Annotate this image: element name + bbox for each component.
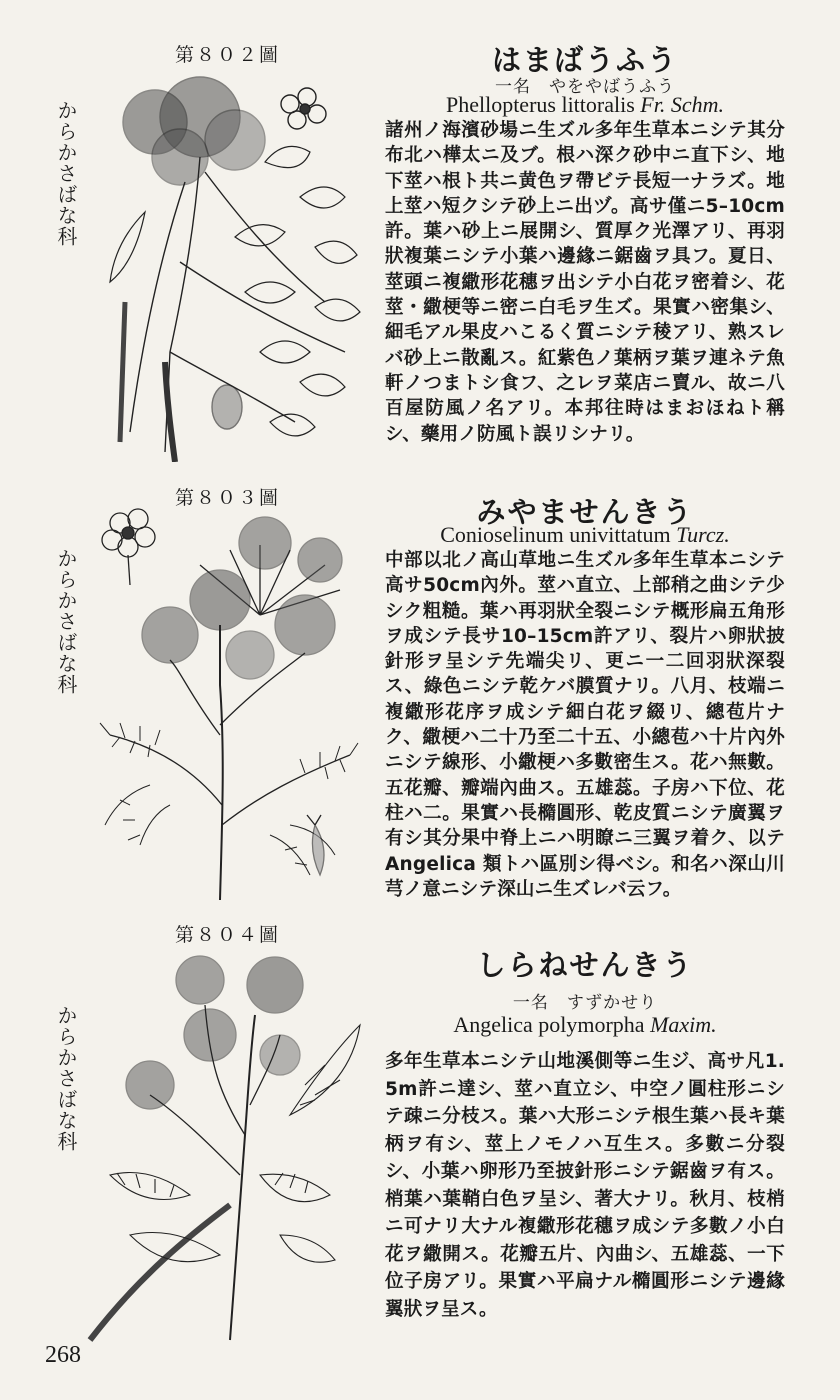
figure-number: 第８０４圖 <box>175 924 281 946</box>
sci-genus-species: Angelica polymorpha <box>453 1012 651 1037</box>
alternate-name: 一名 すずかせり <box>512 993 658 1013</box>
page-number: 268 <box>45 1342 81 1368</box>
sci-author: Turcz. <box>676 522 730 547</box>
scientific-name <box>385 1012 785 1038</box>
sci-author: Maxim. <box>650 1012 717 1037</box>
sci-author: Fr. Schm. <box>640 92 725 117</box>
scientific-name <box>385 92 785 118</box>
figure-number: 第８０３圖 <box>175 487 281 509</box>
sci-genus-species: Conioselinum univittatum <box>440 522 677 547</box>
plant-illustration-shiranesenkyu <box>80 945 370 1345</box>
plant-illustration-miyamasenkyu <box>90 505 380 900</box>
plant-title: はまばうふう <box>491 43 678 77</box>
description-text: 中部以北ノ高山草地ニ生ズル多年生草本ニシテ高サ50cm內外。莖ハ直立、上部稍之曲シテ少シク粗糙。葉ハ再羽狀全裂ニシテ概形扁五角形ヲ成シテ長サ10–15cm許アリ、裂片ハ卵狀披針形ヲ呈シテ先端尖リ、更ニ一二回羽狀深裂ス、綠色ニシテ乾ケバ膜質ナリ。八月、枝端ニ複繖形花序ヲ成シテ細白花ヲ綴リ、總苞片ナク、繖梗ハ二十乃至二十五、小總苞ハ十片內外ニシテ線形、小繖梗ハ多數密生ス。花ハ無數。五花瓣、瓣端內曲ス。五雄蕊。子房ハ下位、花柱ハ二。果實ハ長橢圓形、乾皮質ニシテ廣翼ヲ有シ其分果中脊上ニハ明瞭ニ三翼ヲ着ク、以テ Angelica 類トハ區別シ得ベシ。和名ハ深山川芎ノ意ニシテ深山ニ生ズレバ云フ。 <box>385 550 785 900</box>
description-text: 多年生草本ニシテ山地溪側等ニ生ジ、高サ凡1.5m許ニ達シ、莖ハ直立シ、中空ノ圓柱形ニシテ疎ニ分枝ス。葉ハ大形ニシテ根生葉ハ長キ葉柄ヲ有シ、莖上ノモノハ互生ス。多數ニ分裂シ、小葉ハ卵形乃至披針形ニシテ鋸齒ヲ有ス。梢葉ハ葉鞘白色ヲ呈シ、著大ナリ。秋月、枝梢ニ可ナリ大ナル複繖形花穗ヲ成シテ多數ノ小白花ヲ繖開ス。花瓣五片、內曲シ、五雄蕊、一下位子房アリ。果實ハ平扁ナル橢圓形ニシテ邊緣翼狀ヲ呈ス。 <box>385 1051 785 1320</box>
plant-title: しらねせんきう <box>476 948 694 982</box>
plant-title: みやませんきう <box>476 495 694 529</box>
scientific-name <box>385 522 785 548</box>
sci-genus-species: Phellopterus littoralis <box>445 92 641 117</box>
family-label: からかさばな科 <box>54 100 78 247</box>
plant-illustration-hamabofu <box>85 62 375 462</box>
family-label: からかさばな科 <box>54 1005 78 1152</box>
alternate-name: 一名 やをやばうふう <box>495 77 675 97</box>
flower-head <box>123 77 265 185</box>
family-label: からかさばな科 <box>54 548 78 695</box>
figure-number: 第８０２圖 <box>175 44 281 66</box>
description-text: 諸州ノ海濱砂場ニ生ズル多年生草本ニシテ其分布北ハ樺太ニ及ブ。根ハ深ク砂中ニ直下シ、地下莖ハ根ト共ニ黄色ヲ帶ビテ長短一ナラズ。地上莖ハ短クシテ砂上ニ出ヅ。高サ僅ニ5–10cm許。葉ハ砂上ニ展開シ、質厚ク光澤アリ、再羽狀複葉ニシテ小葉ハ邊緣ニ鋸齒ヲ具フ。夏日、莖頭ニ複繖形花穗ヲ出シテ小白花ヲ密着シ、花莖・繖梗等ニ密ニ白毛ヲ生ズ。果實ハ密集シ、細毛アル果皮ハこるく質ニシテ稜アリ、熟スレバ砂上ニ散亂ス。紅紫色ノ葉柄ヲ葉ヲ連ネテ魚軒ノつまトシ食フ、之レヲ菜店ニ賣ル、故ニ八百屋防風ノ名アリ。本邦往時はまおほねト稱シ、藥用ノ防風ト誤リシナリ。 <box>385 120 785 445</box>
